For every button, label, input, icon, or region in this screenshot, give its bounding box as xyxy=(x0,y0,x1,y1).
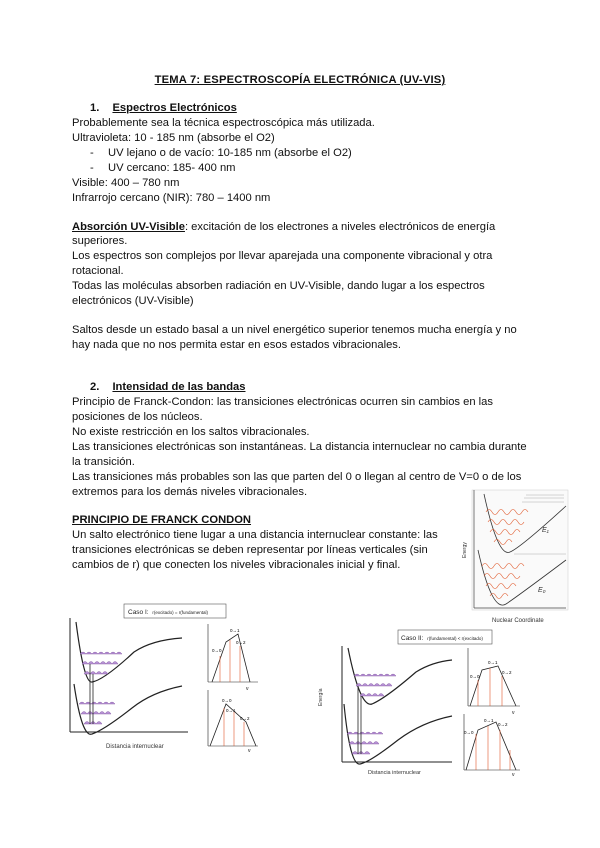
y-axis-label: Energy xyxy=(462,542,468,558)
text-line: Ultravioleta: 10 - 185 nm (absorbe el O2) xyxy=(72,132,275,144)
caso2-lower-levels xyxy=(347,732,383,754)
peak-label: 0→1 xyxy=(226,708,236,713)
bullet-item xyxy=(90,161,236,175)
franck-heading: PRINCIPIO DE FRANCK CONDON xyxy=(72,514,252,526)
peak-label: 0→0 xyxy=(464,730,474,735)
text-line: Principio de Franck-Condon: las transiciones electrónicas ocurren sin cambios en las xyxy=(72,396,493,408)
peak-label: 0→1 xyxy=(230,628,240,633)
text-line: Visible: 400 – 780 nm xyxy=(72,177,180,189)
section2-heading xyxy=(90,380,246,394)
peak-label: 0→1 xyxy=(484,718,494,723)
caso2-spectrum-b xyxy=(464,714,520,776)
peak-label: 0→2 xyxy=(498,722,508,727)
caso1-upper-levels xyxy=(80,652,122,674)
caso1-spectrum-b xyxy=(208,690,258,754)
peak-label: 0→0 xyxy=(470,674,480,679)
text-line: No existe restricción en los saltos vibracionales. xyxy=(72,426,310,438)
text-line: rotacional. xyxy=(72,265,124,277)
peak-label: 0→1 xyxy=(488,660,498,665)
caso1-figure xyxy=(62,600,272,755)
peak-label: 0→0 xyxy=(222,698,232,703)
absorcion-definition: : excitación de los electrones a niveles electrónicos de energía xyxy=(184,221,496,233)
nu-axis-label: ν xyxy=(512,710,515,716)
text-line: Los espectros son complejos por llevar aparejada una componente vibracional y otra xyxy=(72,250,493,262)
bullet-item xyxy=(90,146,352,160)
bullet-text: UV lejano o de vacío: 10-185 nm (absorbe el O2) xyxy=(108,147,352,159)
e0-label: E₀ xyxy=(538,587,546,594)
x-axis-label: Nuclear Coordinate xyxy=(492,618,544,624)
page-title: TEMA 7: ESPECTROSCOPÍA ELECTRÓNICA (UV-VIS) xyxy=(154,74,446,86)
bullet-text: UV cercano: 185- 400 nm xyxy=(108,162,236,174)
text-line: Probablemente sea la técnica espectroscópica más utilizada. xyxy=(72,117,375,129)
section2-title: Intensidad de las bandas xyxy=(112,381,246,393)
text-line: Un salto electrónico tiene lugar a una distancia internuclear constante: las xyxy=(72,529,438,541)
caso2-label: Caso II: r(fundamental) < r(excitado) xyxy=(401,635,483,642)
e1-label: E₁ xyxy=(542,527,549,534)
caso2-figure xyxy=(312,626,540,776)
peak-label: 0→2 xyxy=(502,670,512,675)
caso1-xlabel: Distancia internuclear xyxy=(106,744,164,750)
absorcion-term: Absorción UV-Visible xyxy=(72,221,185,233)
caso1-lower-levels xyxy=(79,702,115,724)
figure-frame xyxy=(472,490,568,610)
section1-number: 1. xyxy=(90,102,100,114)
absorcion-line xyxy=(72,220,495,234)
section2-number: 2. xyxy=(90,381,100,393)
text-line: extremos para los demás niveles vibracionales. xyxy=(72,486,308,498)
peak-label: 0→0 xyxy=(212,648,222,653)
text-line: Infrarrojo cercano (NIR): 780 – 1400 nm xyxy=(72,192,271,204)
text-line: cambios de r) que conecten los niveles vibracionales inicial y final. xyxy=(72,559,401,571)
text-line: posiciones de los núcleos. xyxy=(72,411,203,423)
text-line: Las transiciones electrónicas son instantáneas. La distancia internuclear no cambia durante xyxy=(72,441,527,453)
caso2-ylabel: Energía xyxy=(318,688,324,706)
text-line: transiciones electrónicas se deben representar por líneas verticales (sin xyxy=(72,544,428,556)
section1-heading xyxy=(90,101,237,115)
caso2-xlabel: Distancia internuclear xyxy=(368,770,421,776)
bullet-dash: - xyxy=(90,162,94,174)
section1-title: Espectros Electrónicos xyxy=(112,102,237,114)
caso1-label: Caso I: r(excitado) = r(fundamental) xyxy=(128,609,209,616)
text-line: Las transiciones más probables son las que parten del 0 o llegan al centro de V=0 o de los xyxy=(72,471,522,483)
potential-energy-figure xyxy=(462,488,570,628)
caso1-spectrum-a xyxy=(208,624,258,692)
text-line: superiores. xyxy=(72,235,128,247)
text-line: Todas las moléculas absorben radiación en UV-Visible, dando lugar a los espectros xyxy=(72,280,485,292)
text-line: hay nada que no nos permita estar en esos estados vibracionales. xyxy=(72,339,401,351)
nu-axis-label: ν xyxy=(512,772,515,776)
caso2-spectrum-a xyxy=(468,648,520,716)
text-line: Saltos desde un estado basal a un nivel energético superior tenemos mucha energía y no xyxy=(72,324,517,336)
peak-label: 0→2 xyxy=(240,716,250,721)
nu-axis-label: ν xyxy=(246,686,249,692)
bullet-dash: - xyxy=(90,147,94,159)
peak-label: 0→2 xyxy=(236,640,246,645)
text-line: electrónicos (UV-Visible) xyxy=(72,295,194,307)
text-line: la transición. xyxy=(72,456,135,468)
nu-axis-label: ν xyxy=(248,748,251,754)
